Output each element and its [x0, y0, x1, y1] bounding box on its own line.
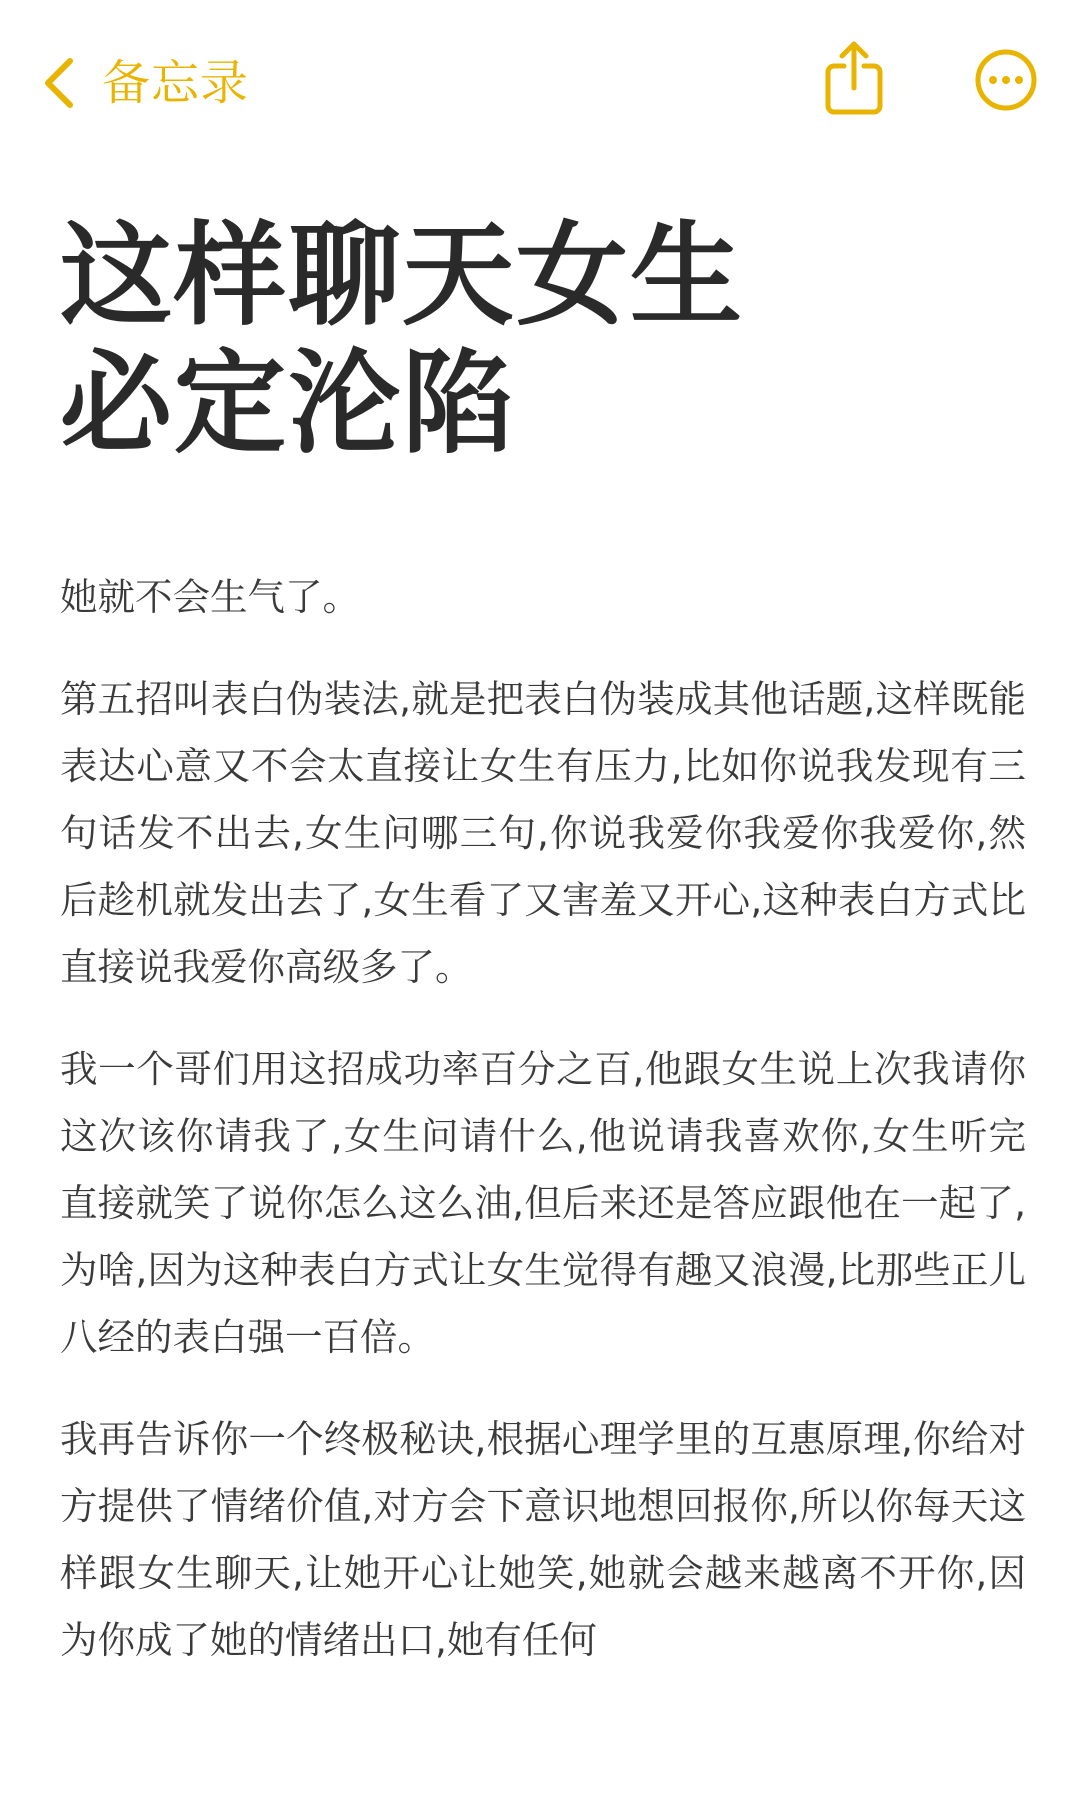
note-title-line-2: 必定沦陷: [60, 339, 516, 469]
note-title-line-1: 这样聊天女生: [60, 211, 744, 341]
chevron-left-icon: [42, 57, 76, 109]
more-icon[interactable]: [974, 48, 1038, 112]
note-paragraph-1: 她就不会生气了。: [60, 575, 360, 619]
note-paragraph-3: 我一个哥们用这招成功率百分之百,他跟女生说上次我请你这次该你请我了,女生问请什么,他说请我喜欢你,女生听完直接就笑了说你怎么这么油,但后来还是答应跟他在一起了,为啥,因为这种表白方式让女生觉得有趣又浪漫,比那些正儿八经的表白强一百倍。: [60, 1047, 1026, 1359]
note-paragraph-2: 第五招叫表白伪装法,就是把表白伪装成其他话题,这样既能表达心意又不会太直接让女生有压力,比如你说我发现有三句话发不出去,女生问哪三句,你说我爱你我爱你我爱你,然后趁机就发出去了,女生看了又害羞又开心,这种表白方式比直接说我爱你高级多了。: [60, 677, 1026, 989]
note-paragraph-4: 我再告诉你一个终极秘诀,根据心理学里的互惠原理,你给对方提供了情绪价值,对方会下意识地想回报你,所以你每天这样跟女生聊天,让她开心让她笑,她就会越来越离不开你,因为你成了她的情绪出口,她有任何: [60, 1417, 1026, 1662]
back-label: 备忘录: [102, 55, 250, 111]
back-button[interactable]: [42, 52, 249, 114]
note-title: [60, 212, 1020, 468]
navigation-bar: [0, 0, 1080, 170]
share-icon[interactable]: [822, 38, 886, 118]
note-body[interactable]: [60, 564, 1026, 1709]
